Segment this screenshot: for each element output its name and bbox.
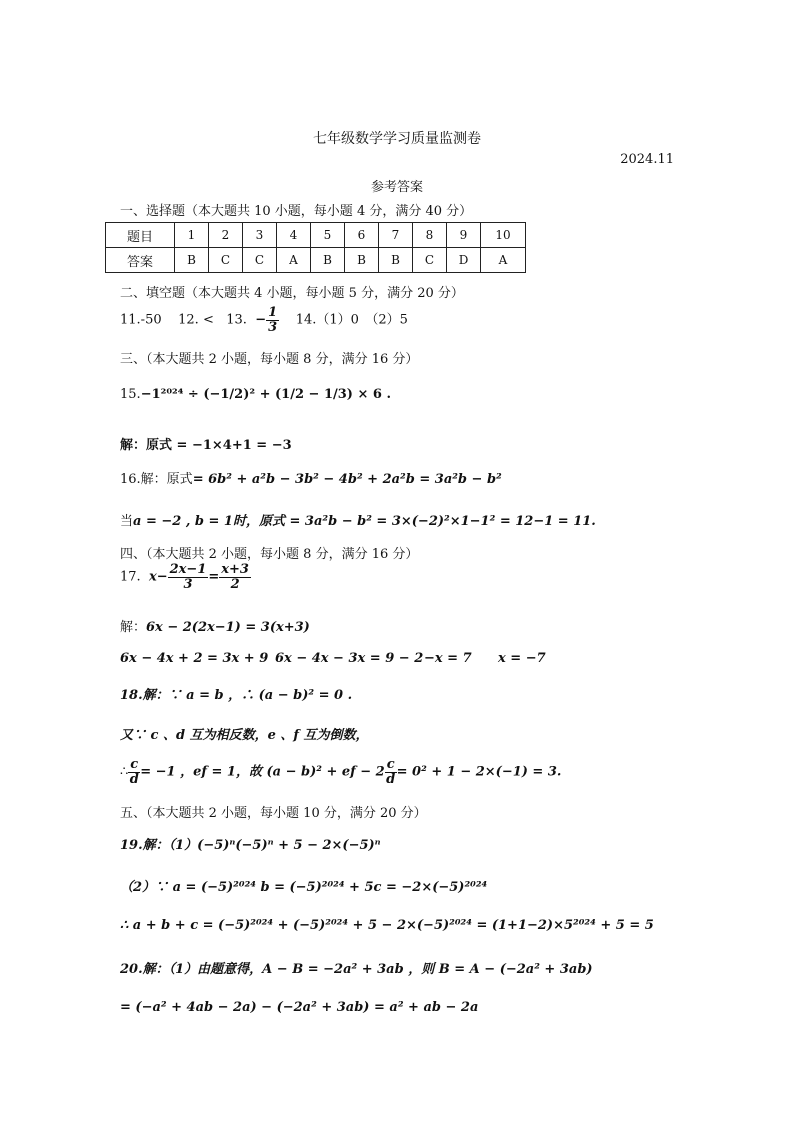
q17-solution-3 <box>275 651 423 666</box>
table-cell: 2 <box>209 223 243 248</box>
q16-line-1 <box>120 468 502 487</box>
q18-fraction-c-over-d-2 <box>385 758 397 786</box>
q16-when: 当 <box>120 514 134 529</box>
answer-11: 11.-50 <box>120 312 162 328</box>
q16-evaluation: a = −2 , b = 1时，原式 = 3a²b − b² = 3×(−2)²×1−1² = 12−1 = 11. <box>133 514 596 529</box>
fraction-denominator: d <box>386 771 396 787</box>
table-cell: A <box>277 248 311 273</box>
q17-step-3: 6x − 4x − 3x = 9 − 2 <box>275 651 424 666</box>
q20-line-1 <box>120 958 593 977</box>
q20-text-1: 20.解：（1）由题意得，A − B = −2a² + 3ab ，则 B = A − (−2a² + 3ab) <box>120 962 593 977</box>
q17-minus: − <box>156 569 168 585</box>
exam-date: 2024.11 <box>620 152 674 167</box>
q18-fraction-c-over-d <box>128 758 140 786</box>
section-1-heading: 一、选择题（本大题共 10 小题，每小题 4 分，满分 40 分） <box>120 204 473 219</box>
table-cell: B <box>345 248 379 273</box>
table-header-question: 题目 <box>106 223 175 248</box>
section-4-heading: 四、（本大题共 2 小题，每小题 8 分，满分 16 分） <box>120 547 419 562</box>
section-2-heading: 二、填空题（本大题共 4 小题，每小题 5 分，满分 20 分） <box>120 286 464 301</box>
q20-line-2 <box>120 1000 478 1015</box>
answer-13-fraction <box>266 306 279 334</box>
q17-solution-1 <box>120 616 310 635</box>
table-cell: 7 <box>379 223 413 248</box>
q16-expansion: = 6b² + a²b − 3b² − 4b² + 2a²b = 3a²b − b² <box>192 472 502 487</box>
answer-13-label: 13. <box>226 312 247 328</box>
q17-solution-2 <box>120 651 268 666</box>
fraction-denominator: 2 <box>230 576 240 592</box>
q19-line-1 <box>120 834 381 853</box>
q18-text-3: = −1 ，ef = 1，故 (a − b)² + ef − 2 <box>140 764 385 780</box>
q16-label: 16.解：原式 <box>120 472 193 487</box>
q17-step-1: 6x − 2(2x−1) = 3(x+3) <box>146 620 310 635</box>
table-cell: B <box>311 248 345 273</box>
answer-key-subtitle: 参考答案 <box>370 180 423 195</box>
table-cell: B <box>175 248 209 273</box>
q17-solution-label: 解： <box>120 620 147 635</box>
section-5-heading: 五、（本大题共 2 小题，每小题 10 分，满分 20 分） <box>120 806 427 821</box>
q18-text-1: 18.解：∵ a = b ，∴ (a − b)² = 0 . <box>120 688 353 703</box>
answer-13-sign: − <box>255 312 267 328</box>
answer-12: 12. < <box>178 312 214 328</box>
q15-solution-text: 解：原式 = −1×4+1 = −3 <box>120 438 292 453</box>
q19-text-2: （2）∵ a = (−5)²⁰²⁴ b = (−5)²⁰²⁴ + 5c = −2×(−5)²⁰²⁴ <box>120 880 488 895</box>
q17-x: x <box>148 569 157 585</box>
q15-expression <box>120 387 391 402</box>
table-cell: 3 <box>243 223 277 248</box>
q17-step-2: 6x − 4x + 2 = 3x + 9 <box>120 651 269 666</box>
table-cell: 10 <box>481 223 526 248</box>
section-3-heading: 三、（本大题共 2 小题，每小题 8 分，满分 16 分） <box>120 352 419 367</box>
table-cell: C <box>209 248 243 273</box>
answer-14: 14.（1）0 （2）5 <box>295 312 408 328</box>
q18-therefore: ∴ <box>120 764 129 780</box>
q18-line-2 <box>120 724 369 743</box>
table-cell: 8 <box>413 223 447 248</box>
q15-solution <box>120 434 292 453</box>
q17-fraction-left <box>168 563 209 591</box>
q18-text-2: 又∵ c 、d 互为相反数，e 、f 互为倒数， <box>120 728 369 743</box>
q16-line-2 <box>120 510 596 529</box>
table-cell: C <box>413 248 447 273</box>
q18-text-4: = 0² + 1 − 2×(−1) = 3. <box>396 764 562 780</box>
answer-table-row-numbers <box>106 223 526 248</box>
q20-text-2: = (−a² + 4ab − 2a) − (−2a² + 3ab) = a² + ab − 2a <box>120 1000 479 1015</box>
q15-formula: −1²⁰²⁴ ÷ (−1/2)² + (1/2 − 1/3) × 6 . <box>140 387 391 402</box>
fraction-denominator: 3 <box>183 576 193 592</box>
q17-equals: = <box>208 569 220 585</box>
table-cell: B <box>379 248 413 273</box>
q17-solution-5 <box>498 651 546 666</box>
q18-line-1 <box>120 684 352 703</box>
fraction-denominator: d <box>129 771 139 787</box>
fraction-numerator: x+3 <box>221 562 249 577</box>
table-cell: C <box>243 248 277 273</box>
answer-table <box>105 222 526 273</box>
answer-table-row-answers <box>106 248 526 273</box>
q17-step-4: −x = 7 <box>424 651 472 666</box>
fill-answers <box>120 306 408 334</box>
q17-fraction-right <box>219 563 251 591</box>
fraction-numerator: 1 <box>268 305 278 320</box>
q17-label: 17. <box>120 569 141 585</box>
table-cell: D <box>447 248 481 273</box>
q17-solution-4 <box>424 651 472 666</box>
fraction-numerator: c <box>130 757 139 772</box>
fraction-denominator: 3 <box>268 319 278 335</box>
fraction-numerator: 2x−1 <box>169 562 207 577</box>
q19-text-1: 19.解：（1）(−5)ⁿ(−5)ⁿ + 5 − 2×(−5)ⁿ <box>120 838 381 853</box>
table-cell: A <box>481 248 526 273</box>
fraction-numerator: c <box>386 757 395 772</box>
table-cell: 9 <box>447 223 481 248</box>
table-cell: 1 <box>175 223 209 248</box>
q18-line-3 <box>120 758 561 786</box>
q19-line-3 <box>120 918 654 933</box>
table-cell: 5 <box>311 223 345 248</box>
table-cell: 6 <box>345 223 379 248</box>
table-header-answer: 答案 <box>106 248 175 273</box>
table-cell: 4 <box>277 223 311 248</box>
q19-text-3: ∴ a + b + c = (−5)²⁰²⁴ + (−5)²⁰²⁴ + 5 − 2×(−5)²⁰²⁴ = (1+1−2)×5²⁰²⁴ + 5 = 5 <box>120 918 654 933</box>
q17-step-5: x = −7 <box>498 651 546 666</box>
q15-label: 15. <box>120 387 141 402</box>
q17-equation <box>120 563 251 591</box>
q19-line-2 <box>120 876 487 895</box>
page-title: 七年级数学学习质量监测卷 <box>313 131 481 147</box>
